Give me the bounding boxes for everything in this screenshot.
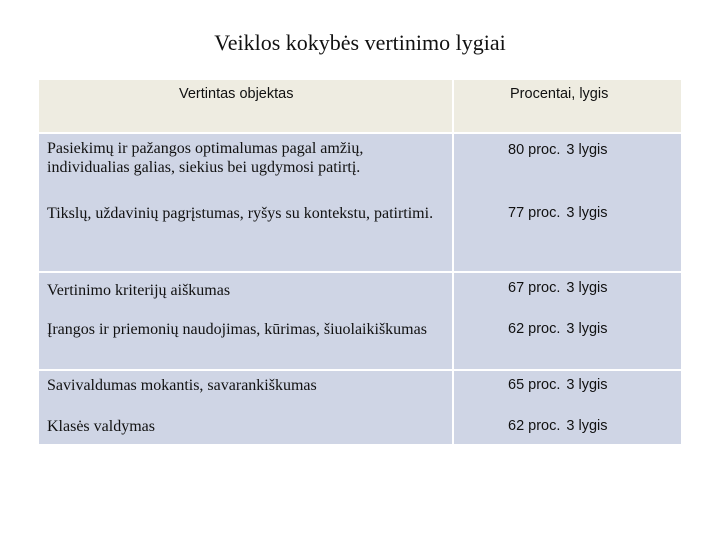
table-row <box>39 409 681 444</box>
quality-levels-table <box>39 80 681 444</box>
level-value: 3 lygis <box>566 418 608 434</box>
percent-value: 67 proc. <box>508 280 561 296</box>
percent-value: 62 proc. <box>508 418 561 434</box>
level-value: 3 lygis <box>566 280 608 296</box>
table-header-row <box>39 80 681 133</box>
column-header-percent-level: Procentai, lygis <box>453 80 681 133</box>
object-cell: Tikslų, uždavinių pagrįstumas, ryšys su kontekstu, patirtimi. <box>39 197 453 272</box>
object-cell: Pasiekimų ir pažangos optimalumas pagal amžių, individualias galias, siekius bei ugdymosi patirtį. <box>39 133 453 197</box>
page-title: Veiklos kokybės vertinimo lygiai <box>214 30 506 55</box>
table-row <box>39 370 681 409</box>
value-cell <box>453 409 681 444</box>
table-row <box>39 133 681 197</box>
table-row <box>39 197 681 272</box>
table-row <box>39 307 681 370</box>
value-cell <box>453 197 681 272</box>
level-value: 3 lygis <box>566 321 608 337</box>
value-cell <box>453 307 681 370</box>
object-cell: Klasės valdymas <box>39 409 453 444</box>
level-value: 3 lygis <box>566 377 608 393</box>
percent-value: 65 proc. <box>508 377 561 393</box>
value-cell <box>453 370 681 409</box>
object-cell: Savivaldumas mokantis, savarankiškumas <box>39 370 453 409</box>
table-row <box>39 272 681 307</box>
percent-value: 62 proc. <box>508 321 561 337</box>
object-cell: Vertinimo kriterijų aiškumas <box>39 272 453 307</box>
object-cell: Įrangos ir priemonių naudojimas, kūrimas, šiuolaikiškumas <box>39 307 453 370</box>
value-cell <box>453 133 681 197</box>
column-header-object: Vertintas objektas <box>39 80 453 133</box>
value-cell <box>453 272 681 307</box>
level-value: 3 lygis <box>566 142 608 158</box>
percent-value: 77 proc. <box>508 205 561 221</box>
percent-value: 80 proc. <box>508 142 561 158</box>
level-value: 3 lygis <box>566 205 608 221</box>
